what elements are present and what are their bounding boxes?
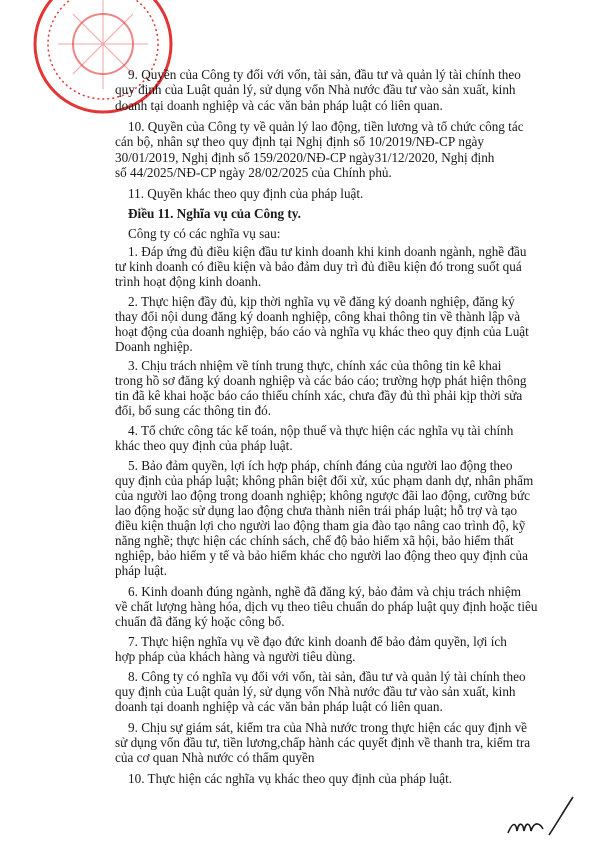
document-line: quy định của Luật quản lý, sử dụng vốn Nhà nước đầu tư vào sản xuất, kinh bbox=[115, 684, 516, 699]
document-line: lao động hoặc sử dụng lao động chưa thành niên trái pháp luật; hỗ trợ và tạo bbox=[115, 503, 518, 518]
document-line: Doanh nghiệp. bbox=[115, 339, 193, 354]
document-line: hoạt động của doanh nghiệp, báo cáo và nghĩa vụ khác theo quy định của Luật bbox=[115, 324, 529, 339]
document-line: điều kiện thuận lợi cho người lao động tham gia đào tạo nâng cao trình độ, kỹ bbox=[115, 518, 526, 533]
document-line: 6. Kinh doanh đúng ngành, nghề đã đăng ký, bảo đảm và chịu trách nhiệm bbox=[128, 584, 521, 599]
article-heading: Điều 11. Nghĩa vụ của Công ty. bbox=[128, 206, 301, 221]
document-line: pháp luật. bbox=[115, 563, 168, 578]
document-line: số 44/2025/NĐ-CP ngày 28/02/2025 của Chính phủ. bbox=[115, 165, 392, 180]
document-line: 3. Chịu trách nhiệm về tính trung thực, chính xác của thông tin kê khai bbox=[128, 358, 502, 373]
document-line: 8. Công ty có nghĩa vụ đối với vốn, tài sản, đầu tư và quản lý tài chính theo bbox=[128, 669, 526, 684]
document-line: về chất lượng hàng hóa, dịch vụ theo tiêu chuẩn do pháp luật quy định hoặc tiêu bbox=[115, 599, 538, 614]
document-line: chuẩn đã đăng ký hoặc công bố. bbox=[115, 614, 285, 629]
document-line: doanh tại doanh nghiệp và các văn bản pháp luật có liên quan. bbox=[115, 98, 443, 113]
document-line: trong hồ sơ đăng ký doanh nghiệp và các báo cáo; trường hợp phát hiện thông bbox=[115, 373, 527, 388]
signature-icon bbox=[505, 795, 575, 840]
document-line: đổi, bổ sung các thông tin đó. bbox=[115, 403, 272, 418]
document-line: 2. Thực hiện đầy đủ, kịp thời nghĩa vụ về đăng ký doanh nghiệp, đăng ký bbox=[128, 294, 515, 309]
document-line: Công ty có các nghĩa vụ sau: bbox=[128, 226, 281, 241]
document-line: năng nghề; thực hiện các chính sách, chế độ bảo hiểm xã hội, bảo hiểm thất bbox=[115, 533, 514, 548]
document-line: của cơ quan Nhà nước có thẩm quyền bbox=[115, 750, 315, 765]
document-line: nghiệp, bảo hiểm y tế và bảo hiểm khác cho người lao động theo quy định của bbox=[115, 548, 528, 563]
document-line: quy định của Luật quản lý, sử dụng vốn Nhà nước đầu tư vào sản xuất, kinh bbox=[115, 82, 516, 97]
document-line: 9. Quyền của Công ty đối với vốn, tài sản, đầu tư và quản lý tài chính theo bbox=[128, 67, 521, 82]
document-line: cán bộ, nhân sự theo quy định tại Nghị định số 10/2019/NĐ-CP ngày bbox=[115, 134, 484, 149]
document-line: khác theo quy định của pháp luật. bbox=[115, 438, 293, 453]
document-line: 7. Thực hiện nghĩa vụ về đạo đức kinh doanh để bảo đảm quyền, lợi ích bbox=[128, 634, 507, 649]
document-line: tư kinh doanh có điều kiện và bảo đảm duy trì đủ điều kiện đó trong suốt quá bbox=[115, 259, 522, 274]
document-line: thay đổi nội dung đăng ký doanh nghiệp, công khai thông tin về thành lập và bbox=[115, 309, 521, 324]
document-line: 5. Bảo đảm quyền, lợi ích hợp pháp, chính đáng của người lao động theo bbox=[128, 458, 513, 473]
document-line: 30/01/2019, Nghị định số 159/2020/NĐ-CP ngày31/12/2020, Nghị định bbox=[115, 150, 495, 165]
document-line: doanh tại doanh nghiệp và các văn bản pháp luật có liên quan. bbox=[115, 699, 443, 714]
document-line: sử dụng vốn đầu tư, tiền lương,chấp hành các quyết định về thanh tra, kiểm tra bbox=[115, 735, 531, 750]
document-line: 11. Quyền khác theo quy định của pháp luật. bbox=[128, 186, 364, 201]
document-line: 9. Chịu sự giám sát, kiểm tra của Nhà nước trong thực hiện các quy định về bbox=[128, 720, 528, 735]
document-line: tin đã kê khai hoặc báo cáo thiếu chính xác, chưa đầy đủ thì phải kịp thời sửa bbox=[115, 388, 523, 403]
document-line: 10. Thực hiện các nghĩa vụ khác theo quy định của pháp luật. bbox=[128, 771, 453, 786]
document-line: hợp pháp của khách hàng và người tiêu dùng. bbox=[115, 649, 356, 664]
document-line: của người lao động trong doanh nghiệp; không ngược đãi lao động, cưỡng bức bbox=[115, 488, 531, 503]
document-line: 10. Quyền của Công ty về quản lý lao động, tiền lương và tổ chức công tác bbox=[128, 119, 524, 134]
document-line: 1. Đáp ứng đủ điều kiện đầu tư kinh doanh khi kinh doanh ngành, nghề đầu bbox=[128, 244, 527, 259]
document-line: quy định của pháp luật; không phân biệt đối xử, xúc phạm danh dự, nhân phẩm bbox=[115, 473, 534, 488]
document-line: trình hoạt động kinh doanh. bbox=[115, 274, 262, 289]
document-line: 4. Tổ chức công tác kế toán, nộp thuế và thực hiện các nghĩa vụ tài chính bbox=[128, 423, 514, 438]
